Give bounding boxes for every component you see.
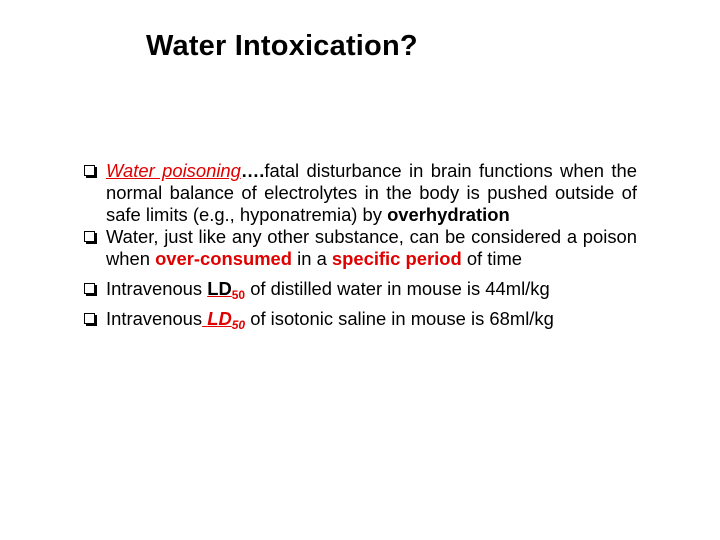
term-specific-period: specific period xyxy=(331,248,462,269)
bullet-text: Intravenous xyxy=(106,278,208,299)
term-ld50 xyxy=(202,308,246,332)
ld-label: LD xyxy=(207,278,232,299)
bullet-text: of isotonic saline in mouse is 68ml/kg xyxy=(245,308,554,329)
term-over-consumed: over-consumed xyxy=(155,248,293,269)
bullet-water-as-poison xyxy=(84,226,637,270)
ellipsis: …. xyxy=(240,160,265,181)
bullet-ld50-isotonic-saline xyxy=(84,308,637,330)
ld-label: LD xyxy=(207,308,232,329)
ld-subscript: 50 xyxy=(231,288,246,302)
bullet-text: of distilled water in mouse is 44ml/kg xyxy=(245,278,550,299)
ld-subscript: 50 xyxy=(231,318,246,332)
term-water-poisoning: Water poisoning xyxy=(106,160,241,181)
slide-title: Water Intoxication? xyxy=(146,30,418,62)
bullet-text: Water, just like any other substance, can be considered a poison when xyxy=(106,226,637,269)
hollow-square-bullet-icon xyxy=(84,313,95,324)
hollow-square-bullet-icon xyxy=(84,231,95,242)
bullet-water-poisoning xyxy=(84,160,637,226)
bullet-list xyxy=(84,160,637,330)
term-ld50 xyxy=(207,278,246,302)
bullet-text: in a xyxy=(292,248,332,269)
term-overhydration: overhydration xyxy=(387,204,510,225)
bullet-text: fatal disturbance in brain functions when the normal balance of electrolytes in the body is pushed outside of safe limits (e.g., hyponatremia) by xyxy=(106,160,637,225)
bullet-text: Intravenous xyxy=(106,308,203,329)
bullet-text: of time xyxy=(461,248,523,269)
bullet-ld50-distilled-water xyxy=(84,278,637,300)
hollow-square-bullet-icon xyxy=(84,283,95,294)
hollow-square-bullet-icon xyxy=(84,165,95,176)
